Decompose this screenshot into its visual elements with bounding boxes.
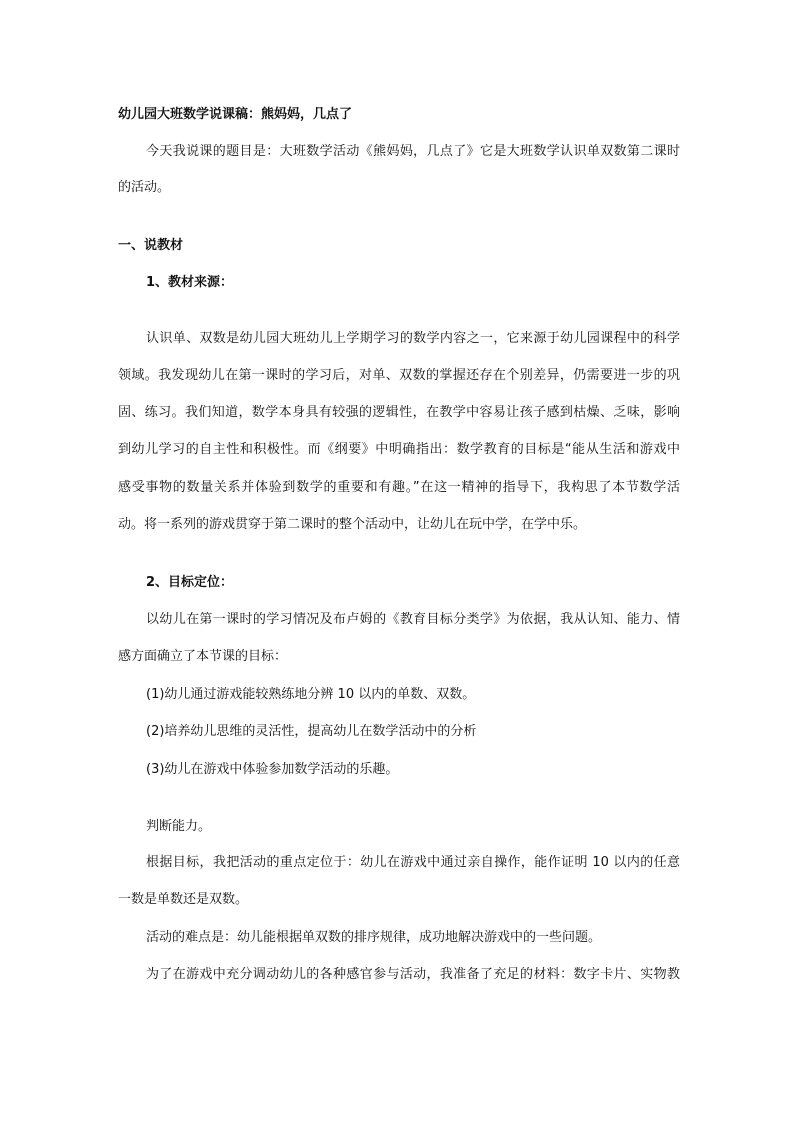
subheading-material-source: 1、教材来源：: [146, 275, 234, 290]
intro-line-2: 的活动。: [118, 180, 171, 195]
paragraph-line: 一数是单数还是双数。: [118, 892, 249, 907]
paragraph-line: 以幼儿在第一课时的学习情况及布卢姆的《教育目标分类学》为依据，我从认知、能力、情: [146, 612, 680, 627]
goal-item-3: (3)幼儿在游戏中体验参加数学活动的乐趣。: [146, 762, 399, 777]
judge-ability-text: 判断能力。: [146, 819, 212, 834]
paragraph-line: 感受事物的数量关系并体验到数学的重要和有趣。”在这一精神的指导下，我构思了本节数学活: [118, 480, 680, 495]
intro-line-1: 今天我说课的题目是：大班数学活动《熊妈妈，几点了》它是大班数学认识单双数第二课时: [146, 144, 680, 159]
paragraph-line: 动。将一系列的游戏贯穿于第二课时的整个活动中，让幼儿在玩中学，在学中乐。: [118, 517, 587, 532]
difficulty-text: 活动的难点是：幼儿能根据单双数的排序规律，成功地解决游戏中的一些问题。: [146, 930, 602, 945]
paragraph-line: 认识单、双数是幼儿园大班幼儿上学期学习的数学内容之一，它来源于幼儿园课程中的科学: [146, 331, 680, 346]
paragraph-line: 根据目标，我把活动的重点定位于：幼儿在游戏中通过亲自操作，能作证明 10 以内的任意: [146, 855, 680, 870]
materials-text: 为了在游戏中充分调动幼儿的各种感官参与活动，我准备了充足的材料：数字卡片、实物教: [146, 967, 680, 982]
document-title: 幼儿园大班数学说课稿：熊妈妈，几点了: [118, 107, 353, 122]
goal-item-2: (2)培养幼儿思维的灵活性，提高幼儿在数学活动中的分析: [146, 724, 477, 739]
paragraph-line: 感方面确立了本节课的目标：: [118, 649, 288, 664]
paragraph-line: 固、练习。我们知道，数学本身具有较强的逻辑性，在教学中容易让孩子感到枯燥、乏味，影响: [118, 405, 680, 420]
paragraph-line: 领域。我发现幼儿在第一课时的学习后，对单、双数的掌握还存在个别差异，仍需要进一步的巩: [118, 368, 680, 383]
section-heading-1: 一、说教材: [118, 238, 184, 253]
goal-item-1: (1)幼儿通过游戏能较熟练地分辨 10 以内的单数、双数。: [146, 687, 476, 702]
paragraph-line: 到幼儿学习的自主性和积极性。而《纲要》中明确指出：数学教育的目标是“能从生活和游戏中: [118, 442, 680, 457]
subheading-goal: 2、目标定位：: [146, 575, 234, 590]
